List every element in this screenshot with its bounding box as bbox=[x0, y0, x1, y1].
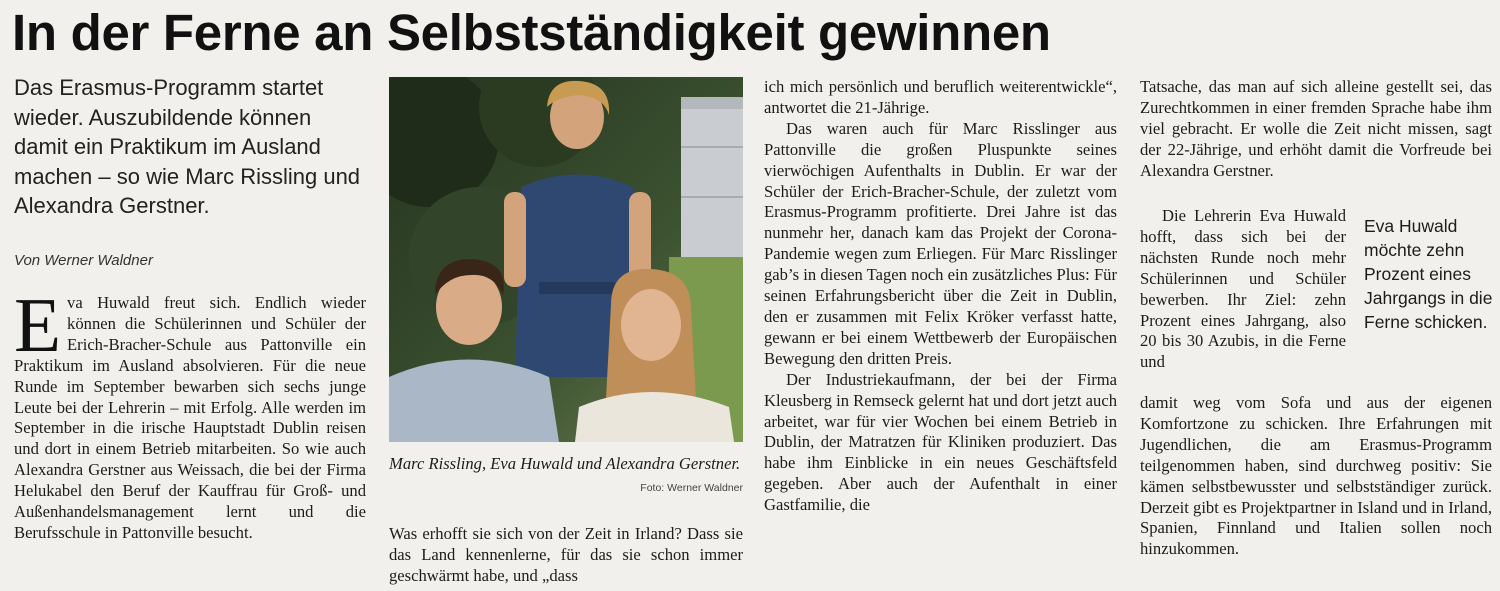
article-column-3 bbox=[764, 77, 1117, 516]
headline: In der Ferne an Selbstständigkeit gewinnen bbox=[12, 4, 1051, 61]
pull-quote: Eva Huwald möchte zehn Prozent eines Jahrgangs in die Ferne schicken. bbox=[1364, 216, 1493, 332]
article-column-1 bbox=[14, 282, 366, 544]
drop-cap: E bbox=[14, 282, 62, 368]
article-column-4 bbox=[1140, 77, 1492, 182]
lead-paragraph: Das Erasmus-Programm startet wieder. Auszubildende können damit ein Praktikum im Ausland machen – so wie Marc Rissling und Alexandra Gerstner. bbox=[14, 75, 361, 218]
body-paragraph: va Huwald freut sich. Endlich wieder können die Schülerinnen und Schüler der Erich-Bracher-Schule aus Pattonville ein Praktikum im Ausland absolvieren. Für die neue Runde im September bewarben sich sechs junge Leute bei der Lehrerin – mit Erfolg. Alle werden im September in die irische Hauptstadt Dublin reisen und dort in einem Betrieb mitarbeiten. So wie auch Alexandra Gerstner aus Weissach, die bei der Firma Helukabel den Beruf der Kauffrau für Groß- und Außenhandelsmanagement lernt und die Berufsschule in Pattonville besucht. bbox=[14, 293, 366, 542]
body-paragraph: Das waren auch für Marc Risslinger aus Pattonville die großen Pluspunkte seines vierwöchigen Aufenthalts in Dublin. Er war der Schüler der Erich-Bracher-Schule, der zuletzt vom Erasmus-Programm profitierte. Drei Jahre ist das nunmehr her, danach kam das Projekt der Corona-Pandemie wegen zum Erliegen. Für Marc Risslinger gab’s in diesen Tagen noch ein zusätzliches Plus: Für seinen Erfahrungsbericht über die Zeit in Dublin, den er zusammen mit Felix Kröker verfasst hatte, gewann er bei einem Wettbewerb der Europäischen Bewegung den dritten Preis. bbox=[764, 118, 1117, 368]
body-paragraph: damit weg vom Sofa und aus der eigenen Komfortzone zu schicken. Ihre Erfahrungen mit Jugendlichen, die am Erasmus-Programm teilgenommen haben, sind durchweg positiv: Sie kämen selbstbewusster und selbstständiger zurück. Derzeit gibt es Projektpartner in Island und in Irland, Spanien, Finnland und Italien sollen noch hinzukommen. bbox=[1140, 393, 1492, 559]
body-paragraph: Der Industriekaufmann, der bei der Firma Kleusberg in Remseck gelernt hat und dort jetzt auch arbeitet, war für vier Wochen bei einem Betrieb in Dublin, der Matratzen für Kliniken produziert. Das habe ihm Einblicke in ein neues Geschäftsfeld gegeben. Aber auch der Aufenthalt in einer Gastfamilie, die bbox=[764, 369, 1117, 515]
body-paragraph: Tatsache, das man auf sich alleine gestellt sei, das Zurechtkommen in einer fremden Sprache habe ihm viel gebracht. Er wolle die Zeit nicht missen, sagt der 22-Jährige, und erhöht damit die Vorfreude bei Alexandra Gerstner. bbox=[1140, 77, 1492, 180]
photo-illustration bbox=[389, 77, 743, 442]
article-photo bbox=[389, 77, 743, 442]
body-paragraph: Was erhofft sie sich von der Zeit in Irland? Dass sie das Land kennenlerne, für das sie schon immer geschwärmt habe, und „dass bbox=[389, 524, 743, 585]
photo-credit: Foto: Werner Waldner bbox=[640, 482, 743, 494]
article-column-2 bbox=[389, 524, 743, 587]
article-column-4-narrow bbox=[1140, 206, 1346, 373]
byline: Von Werner Waldner bbox=[14, 252, 153, 269]
body-paragraph: Die Lehrerin Eva Huwald hofft, dass sich bei der nächsten Runde noch mehr Schülerinnen und Schüler bewerben. Ihr Ziel: zehn Prozent eines Jahrgang, also 20 bis 30 Azubis, in die Ferne und bbox=[1140, 206, 1346, 372]
article-column-4-lower bbox=[1140, 393, 1492, 560]
body-paragraph: ich mich persönlich und beruflich weiterentwickle“, antwortet die 21-Jährige. bbox=[764, 77, 1117, 117]
photo-caption: Marc Rissling, Eva Huwald und Alexandra Gerstner. bbox=[389, 454, 741, 473]
